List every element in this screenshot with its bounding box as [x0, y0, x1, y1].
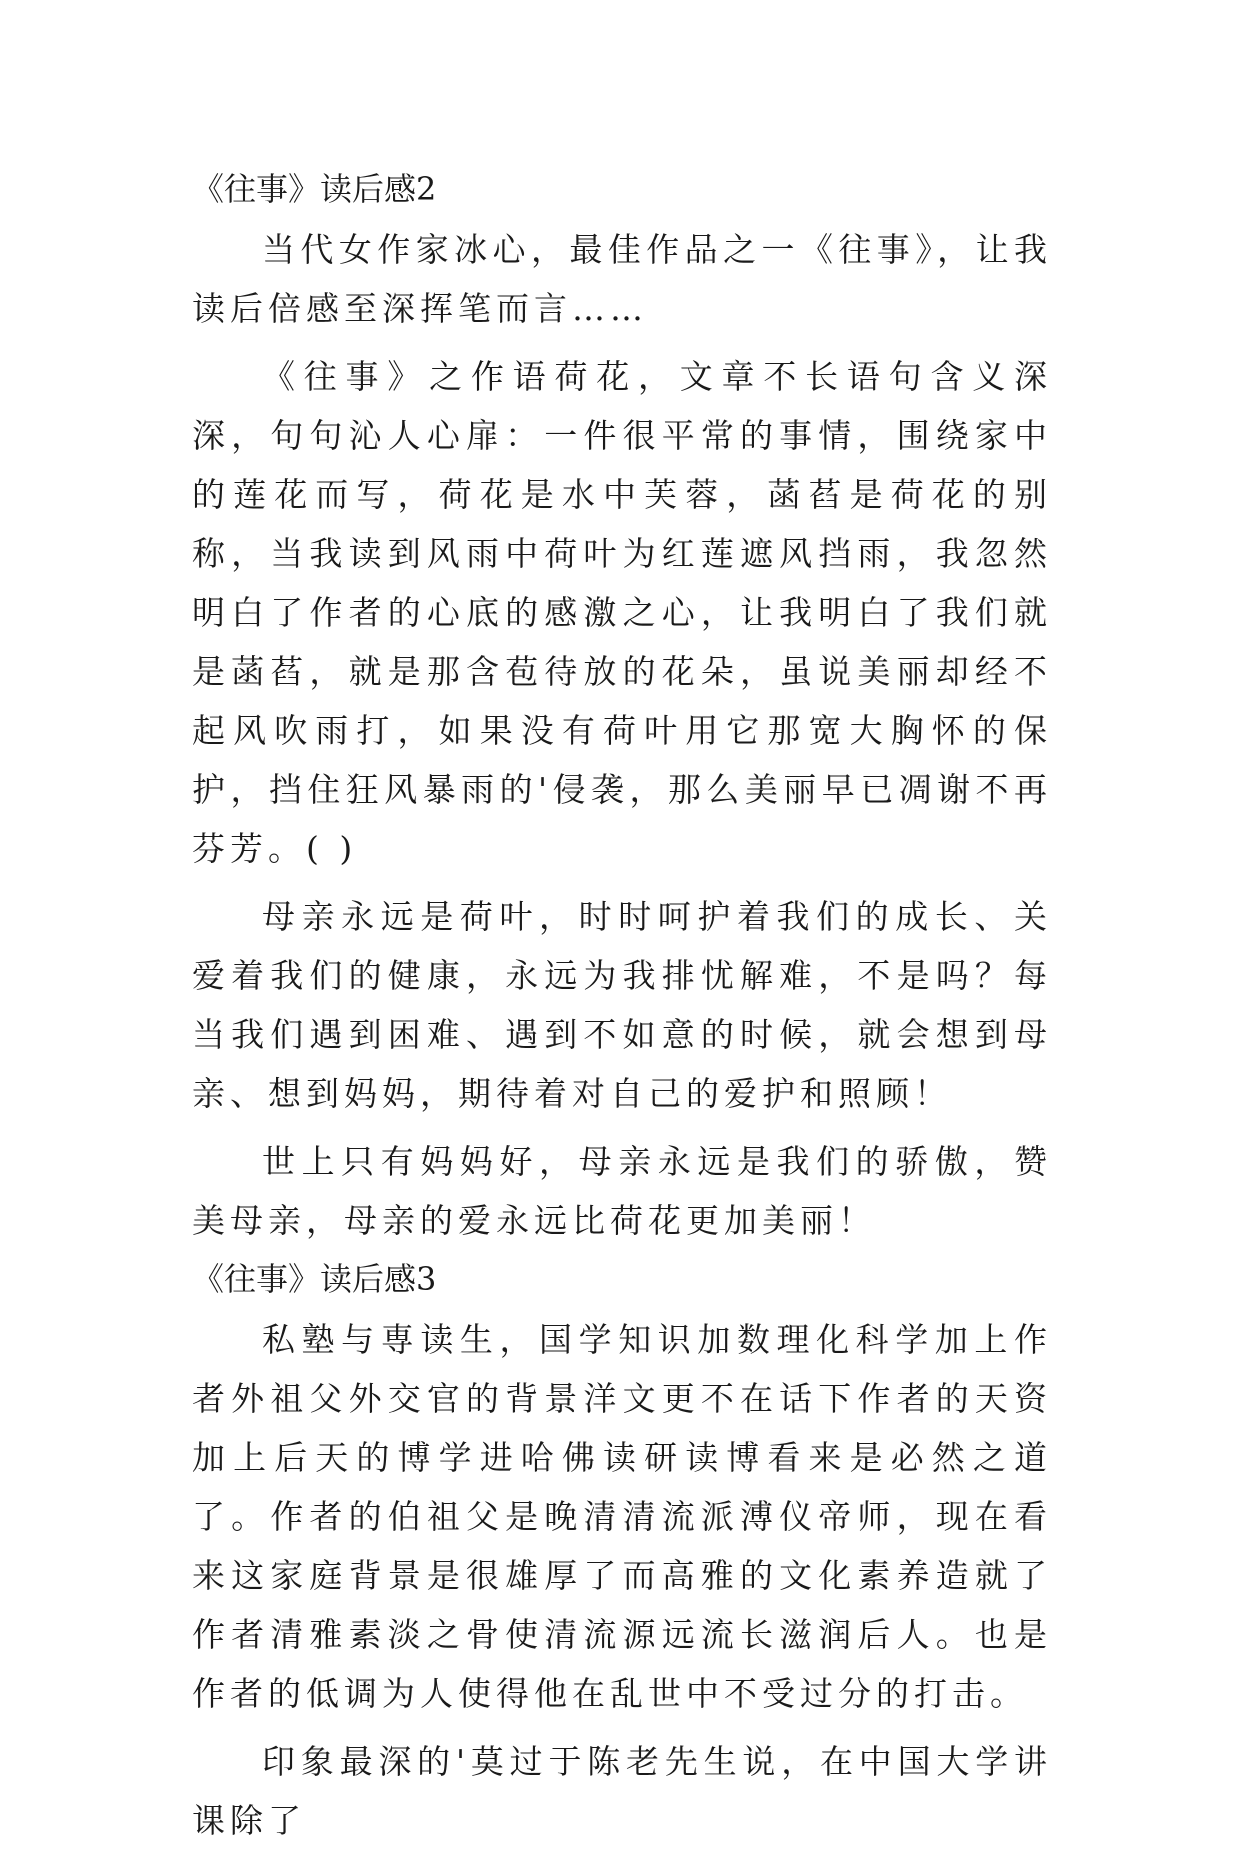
document-body	[192, 160, 1052, 1850]
section-heading-3: 《往事》读后感3	[192, 1260, 437, 1298]
paragraph: 《往事》之作语荷花，文章不长语句含义深深，句句沁人心扉：一件很平常的事情，围绕家中的莲花而写，荷花是水中芙蓉，菡萏是荷花的别称，当我读到风雨中荷叶为红莲遮风挡雨，我忽然明白了作者的心底的感激之心，让我明白了我们就是菡萏，就是那含苞待放的花朵，虽说美丽却经不起风吹雨打，如果没有荷叶用它那宽大胸怀的保护，挡住狂风暴雨的'侵袭，那么美丽早已凋谢不再芬芳。( )	[192, 357, 1052, 868]
paragraph: 母亲永远是荷叶，时时呵护着我们的成长、关爱着我们的健康，永远为我排忧解难，不是吗？每当我们遇到困难、遇到不如意的时候，就会想到母亲、想到妈妈，期待着对自己的爱护和照顾！	[192, 897, 1052, 1113]
section-heading-2: 《往事》读后感2	[192, 170, 437, 208]
paragraph: 世上只有妈妈好，母亲永远是我们的骄傲，赞美母亲，母亲的爱永远比荷花更加美丽！	[192, 1142, 1052, 1240]
paragraph: 印象最深的'莫过于陈老先生说，在中国大学讲课除了	[192, 1742, 1052, 1840]
paragraph: 当代女作家冰心，最佳作品之一《往事》，让我读后倍感至深挥笔而言……	[192, 230, 1052, 328]
paragraph: 私塾与専读生，国学知识加数理化科学加上作者外祖父外交官的背景洋文更不在话下作者的天资加上后天的博学进哈佛读研读博看来是必然之道了。作者的伯祖父是晚清清流派溥仪帝师，现在看来这家庭背景是很雄厚了而高雅的文化素养造就了作者清雅素淡之骨使清流源远流长滋润后人。也是作者的低调为人使得他在乱世中不受过分的打击。	[192, 1320, 1052, 1713]
